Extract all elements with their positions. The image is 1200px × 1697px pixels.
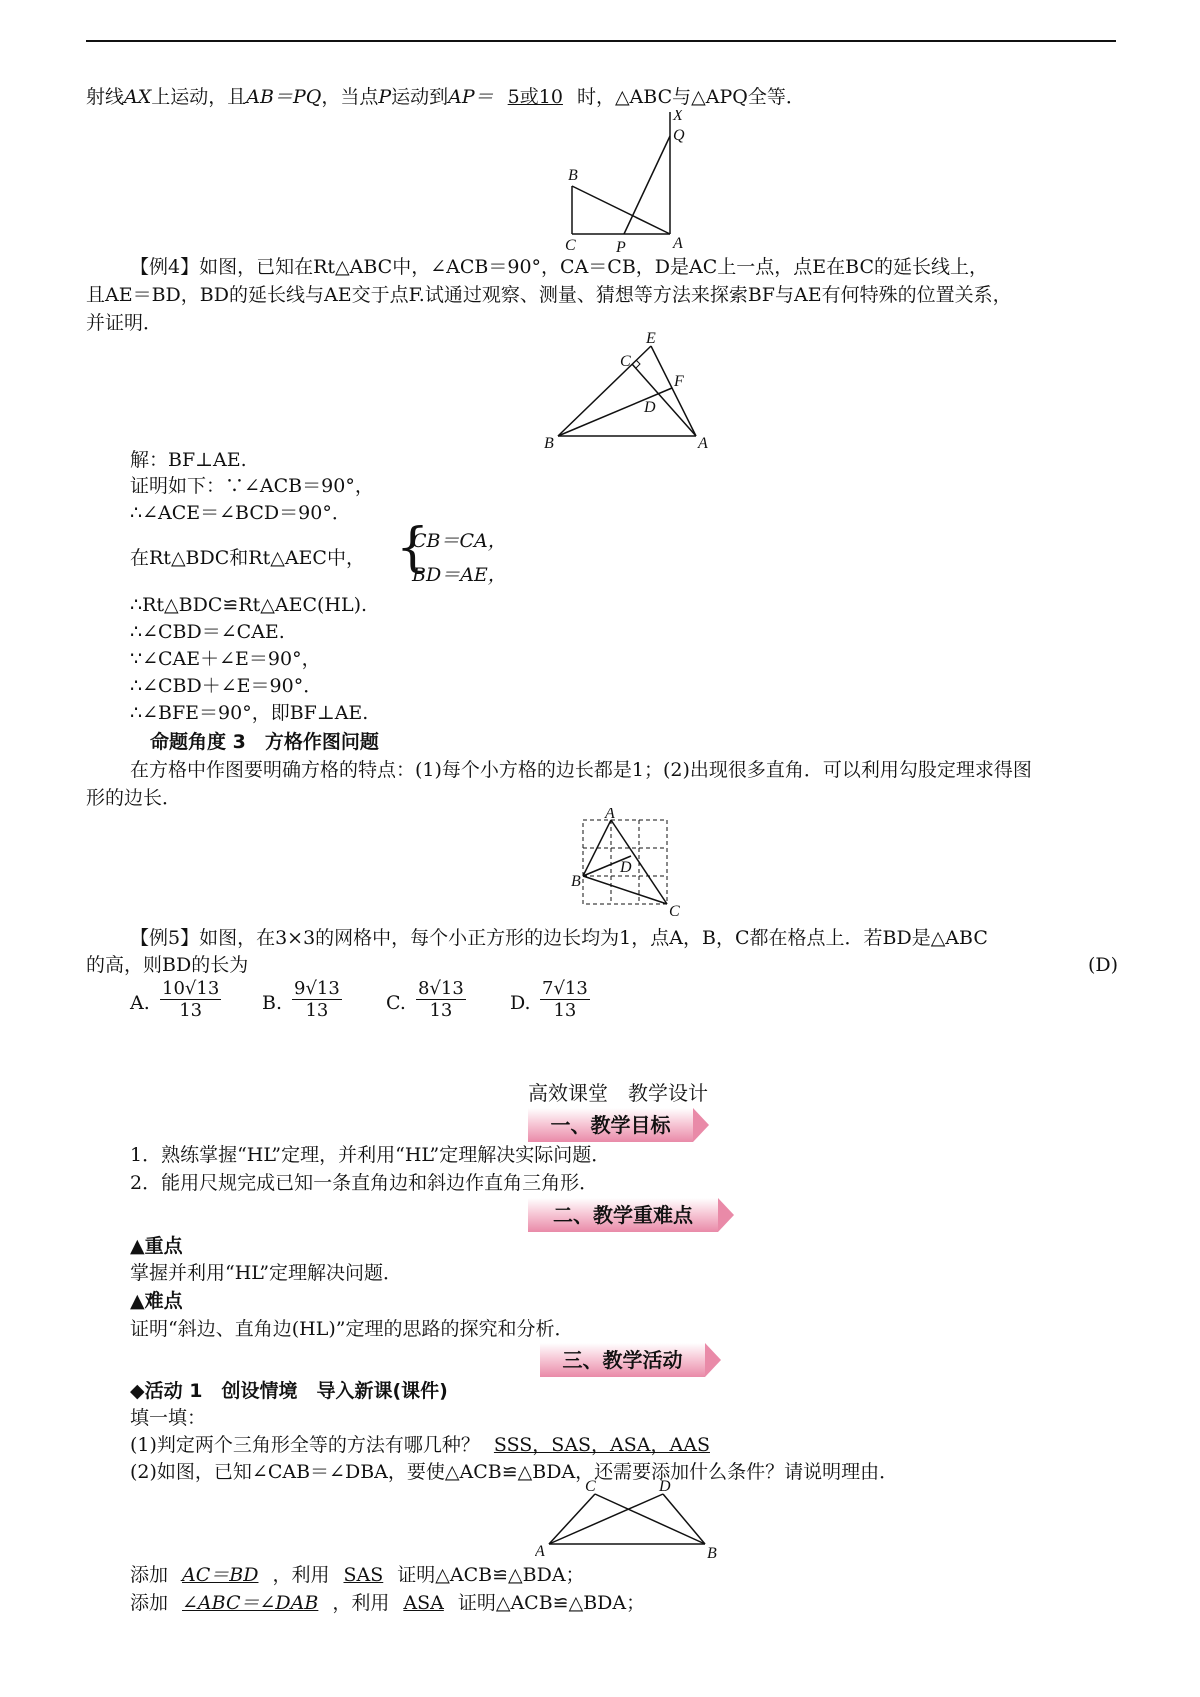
fill-label: 填一填： — [130, 1407, 207, 1429]
proof-line: ∴Rt△BDC≌Rt△AEC(HL). — [130, 594, 368, 616]
label-a: A — [673, 235, 683, 252]
problem-line: 射线AX上运动，且AB＝PQ，当点P运动到AP＝ 5或10 时，△ABC与△APQ全等． — [86, 86, 805, 108]
option-label: B. — [262, 992, 283, 1014]
proof-line: ∴∠ACE＝∠BCD＝90°． — [130, 502, 351, 524]
key-text: 掌握并利用“HL”定理解决问题． — [130, 1262, 403, 1284]
top-rule — [86, 40, 1116, 42]
example5-line1: 【例5】如图，在3×3的网格中，每个小正方形的边长均为1，点A，B，C都在格点上．若BD是△ABC — [130, 927, 988, 949]
figure-grid — [565, 808, 680, 918]
example5-answer: (D) — [1088, 954, 1119, 976]
svg-text:C: C — [585, 1480, 596, 1495]
answer-row2: 添加 ∠ABC＝∠DAB ，利用 ASA 证明△ACB≌△BDA； — [130, 1592, 646, 1614]
option-fraction: $\frac{7√13}{13}$ — [542, 978, 588, 1021]
option-label: D. — [510, 992, 531, 1014]
svg-text:D: D — [644, 399, 656, 416]
angle3-line2: 形的边长． — [86, 787, 182, 809]
answer-row1: 添加 AC＝BD ，利用 SAS 证明△ACB≌△BDA； — [130, 1564, 585, 1586]
svg-text:A: A — [698, 435, 708, 452]
answer-blank: 5或10 — [507, 86, 563, 108]
figure-activity — [535, 1480, 725, 1560]
svg-text:D: D — [620, 859, 632, 876]
proof-line: BD＝AE， — [412, 564, 507, 586]
proof-line: 解：BF⊥AE. — [130, 449, 247, 471]
svg-text:C: C — [620, 353, 631, 370]
example5-line2: 的高，则BD的长为 — [86, 954, 249, 976]
proof-line: CB＝CA， — [412, 530, 507, 552]
figure-ray-triangle — [560, 110, 700, 255]
svg-text:F: F — [674, 373, 684, 390]
proof-line: ∵∠CAE＋∠E＝90°， — [130, 648, 321, 670]
svg-text:B: B — [571, 873, 581, 890]
proof-line: ∴∠CBD＋∠E＝90°． — [130, 675, 323, 697]
option-fraction: $\frac{10√13}{13}$ — [162, 978, 220, 1021]
label-p: P — [616, 239, 626, 255]
difficulty-heading: ▲难点 — [130, 1290, 183, 1312]
answer-blank: SSS，SAS，ASA，AAS — [493, 1434, 710, 1456]
goal-item: 2．能用尺规完成已知一条直角边和斜边作直角三角形． — [130, 1172, 599, 1194]
angle3-line1: 在方格中作图要明确方格的特点：(1)每个小方格的边长都是1；(2)出现很多直角．可以利用勾股定理求得图 — [130, 759, 1032, 781]
label-x: X — [673, 110, 683, 124]
option-label: A. — [130, 992, 150, 1014]
example4-line2: 且AE＝BD，BD的延长线与AE交于点F.试通过观察、测量、猜想等方法来探索BF与AE有何特殊的位置关系， — [86, 284, 1012, 306]
example4-line3: 并证明． — [86, 312, 163, 334]
key-heading: ▲重点 — [130, 1235, 183, 1257]
option-fraction: $\frac{8√13}{13}$ — [418, 978, 464, 1021]
label-q: Q — [673, 127, 685, 144]
svg-text:E: E — [646, 332, 656, 347]
difficulty-text: 证明“斜边、直角边(HL)”定理的思路的探究和分析． — [130, 1318, 574, 1340]
proof-line: ∴∠CBD＝∠CAE. — [130, 621, 285, 643]
proof-line: ∴∠BFE＝90°，即BF⊥AE. — [130, 702, 369, 724]
option-fraction: $\frac{9√13}{13}$ — [294, 978, 340, 1021]
banner-goals: 一、教学目标 — [528, 1108, 693, 1142]
figure-example4 — [540, 332, 715, 452]
question1: (1)判定两个三角形全等的方法有哪几种？ SSS，SAS，ASA，AAS — [130, 1432, 724, 1458]
banner-keypoints: 二、教学重难点 — [528, 1198, 718, 1232]
label-c: C — [565, 237, 576, 254]
proof-line: 证明如下：∵∠ACB＝90°， — [130, 475, 374, 497]
svg-text:A: A — [535, 1543, 545, 1560]
section-title: 高效课堂 教学设计 — [528, 1081, 708, 1105]
proof-line: 在Rt△BDC和Rt△AEC中， — [130, 547, 365, 569]
activity1-title: ◆活动 1 创设情境 导入新课(课件) — [130, 1380, 448, 1402]
svg-text:B: B — [707, 1545, 717, 1560]
svg-text:C: C — [669, 903, 680, 918]
svg-text:D: D — [659, 1480, 671, 1495]
svg-text:A: A — [605, 808, 615, 822]
svg-text:B: B — [544, 435, 554, 452]
goal-item: 1．熟练掌握“HL”定理，并利用“HL”定理解决实际问题． — [130, 1144, 611, 1166]
angle3-title: 命题角度 3 方格作图问题 — [150, 731, 379, 753]
brace: { — [396, 518, 430, 578]
example4-line1: 【例4】如图，已知在Rt△ABC中，∠ACB＝90°，CA＝CB，D是AC上一点，点E在BC的延长线上， — [130, 256, 989, 278]
label-b: B — [568, 167, 578, 184]
option-label: C. — [386, 992, 406, 1014]
question2: (2)如图，已知∠CAB＝∠DBA，要使△ACB≌△BDA，还需要添加什么条件？请说明理由． — [130, 1461, 899, 1483]
banner-activities: 三、教学活动 — [540, 1343, 705, 1377]
